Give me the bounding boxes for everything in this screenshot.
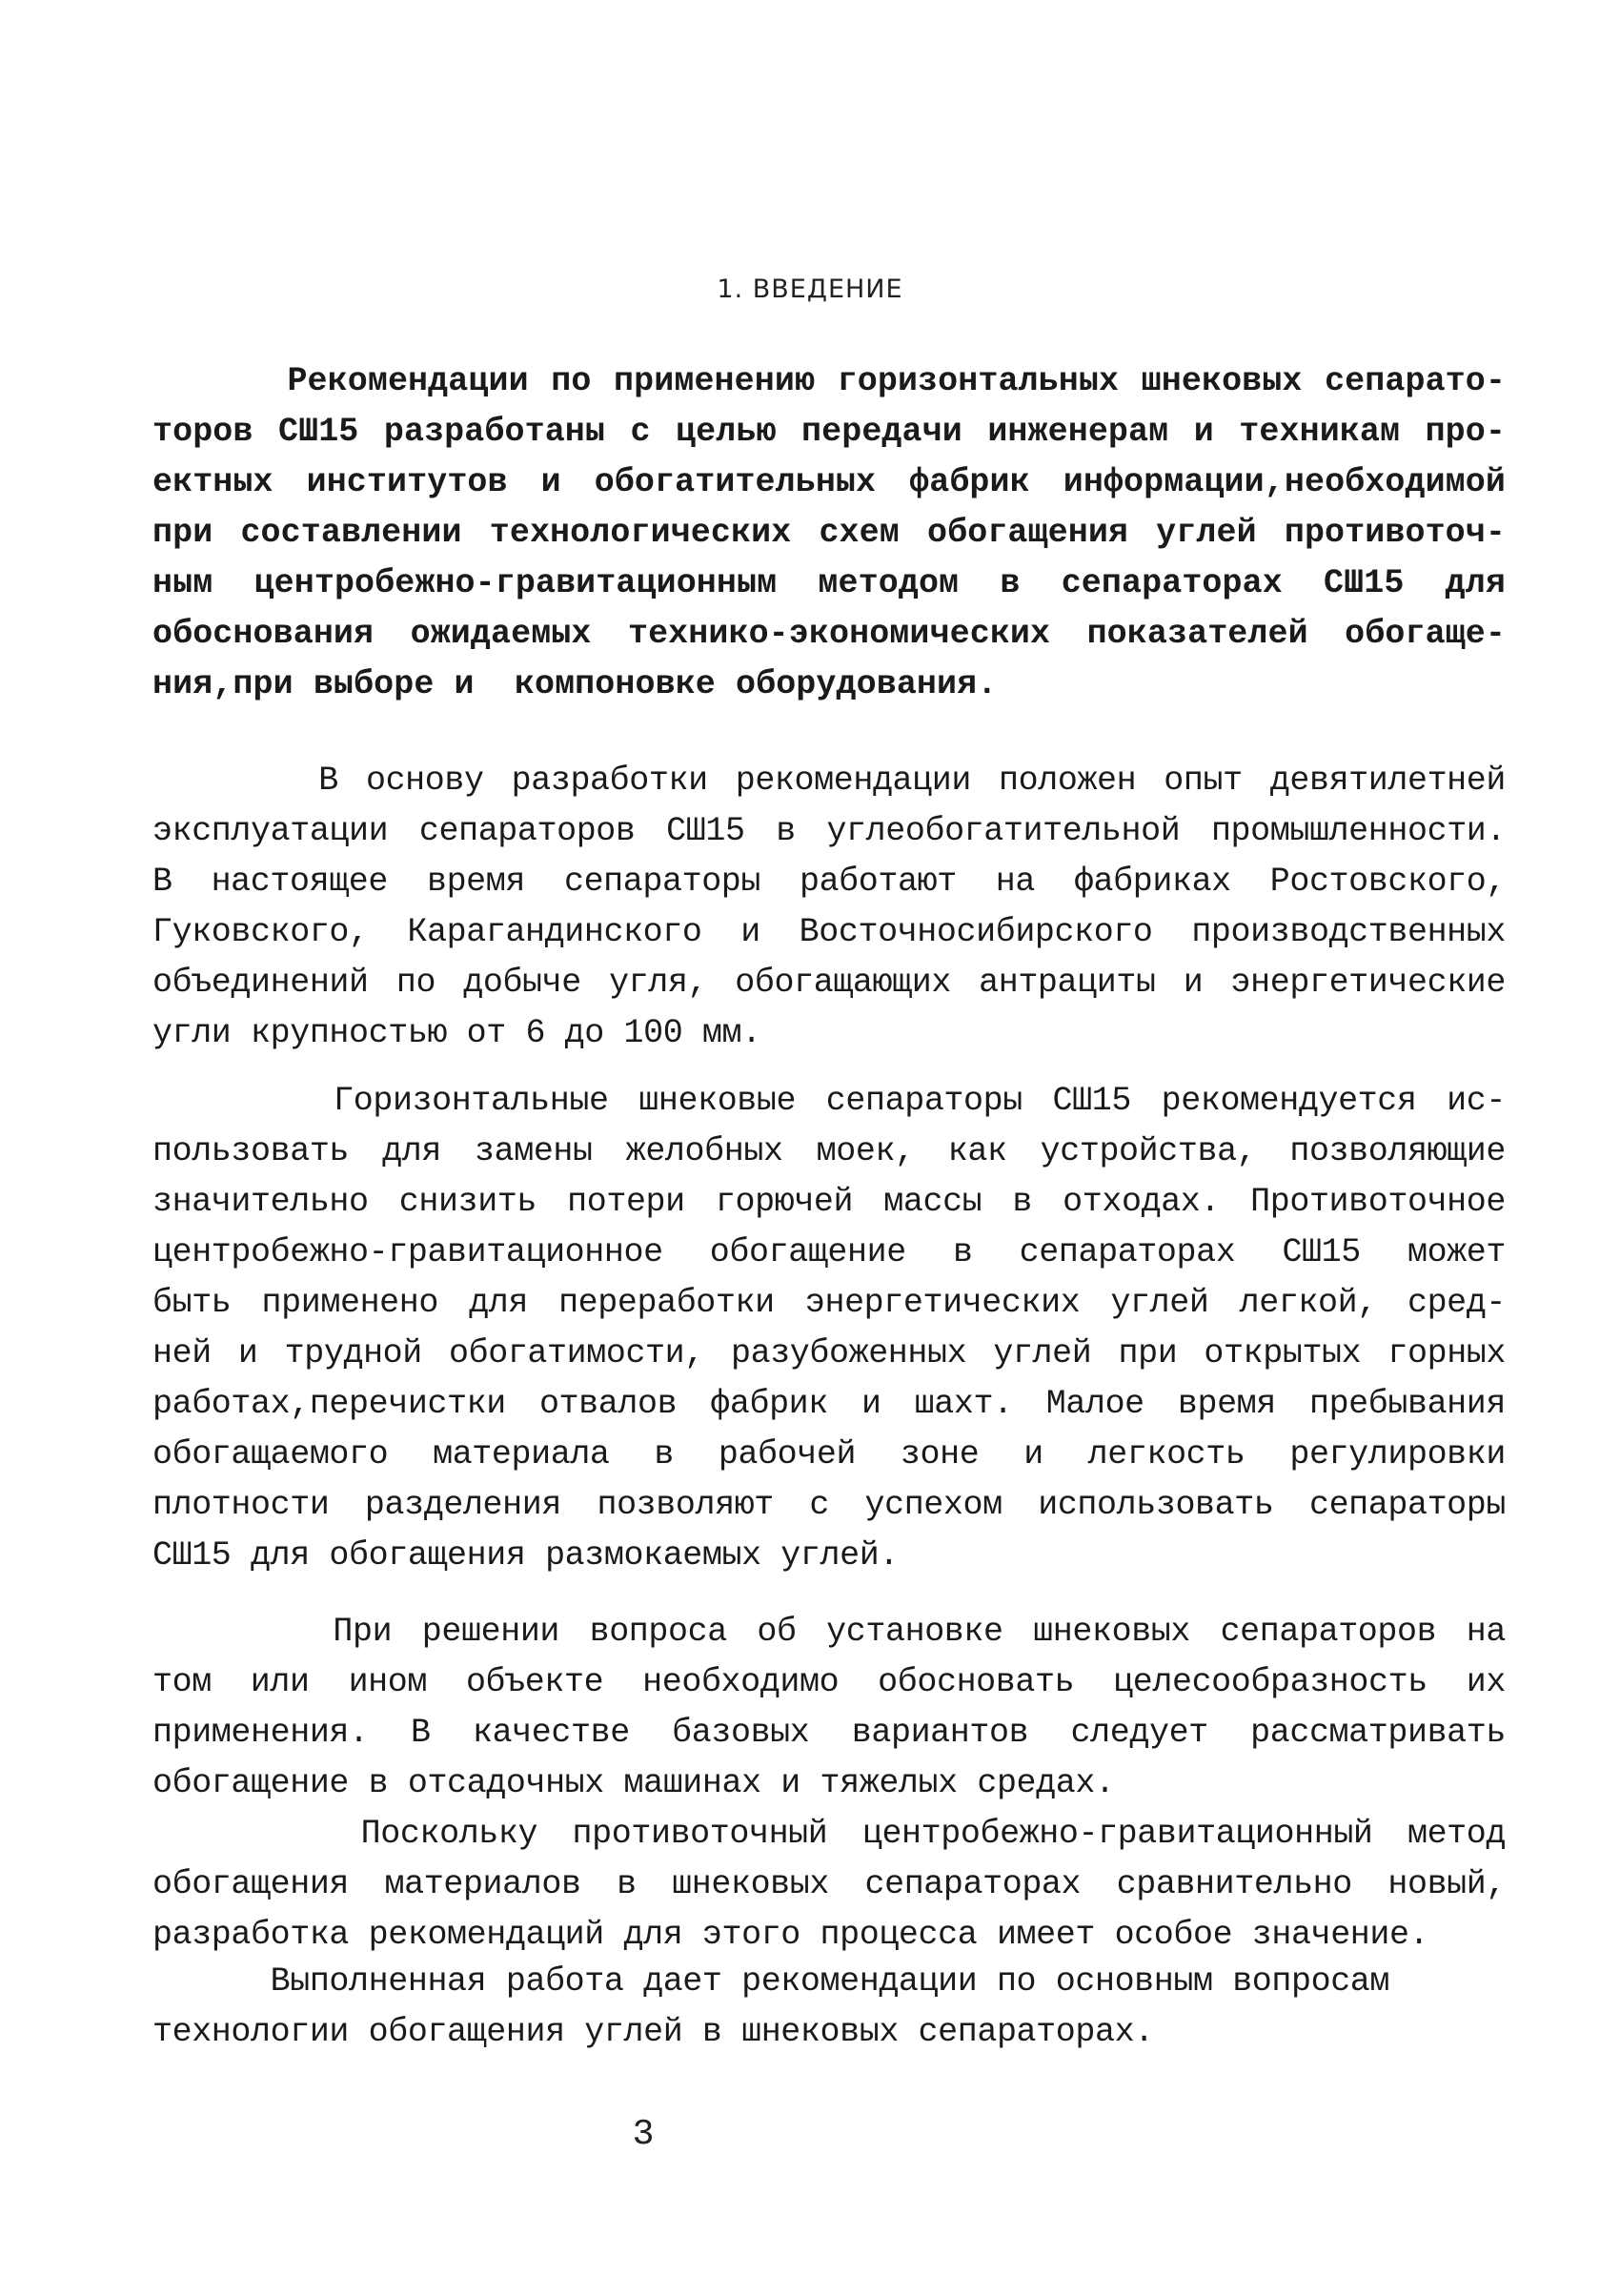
text-line: том или ином объекте необходимо обосновать целесообразность их — [152, 1663, 1506, 1701]
text-line: ным центробежно-гравитационным методом в сепараторах СШ15 для — [152, 564, 1506, 602]
text-line: Рекомендации по применению горизонтальных шнековых сепарато- — [152, 362, 1506, 400]
text-line: ния,при выборе и компоновке оборудования. — [152, 665, 998, 703]
text-line: угли крупностью от 6 до 100 мм. — [152, 1014, 761, 1052]
text-line: СШ15 для обогащения размокаемых углей. — [152, 1536, 899, 1575]
text-line: пользовать для замены желобных моек, как устройства, позволяющие — [152, 1132, 1506, 1170]
paragraph-2 — [152, 756, 1506, 1059]
paragraph-6 — [152, 1957, 1506, 2058]
text-line: технологии обогащения углей в шнековых сепараторах. — [152, 2013, 1154, 2051]
paragraph-4 — [152, 1607, 1506, 1809]
text-line: центробежно-гравитационное обогащение в сепараторах СШ15 может — [152, 1233, 1506, 1271]
text-line: объединений по добыче угля, обогащающих антрациты и энергетические — [152, 964, 1506, 1002]
text-line: Выполненная работа дает рекомендации по основным вопросам — [152, 1962, 1390, 2001]
text-line: торов СШ15 разработаны с целью передачи инженерам и техникам про- — [152, 413, 1506, 451]
text-line: значительно снизить потери горючей массы в отходах. Противоточное — [152, 1183, 1506, 1221]
text-line: ектных институтов и обогатительных фабрик информации,необходимой — [152, 463, 1506, 501]
text-line: Гуковского, Карагандинского и Восточносибирского производственных — [152, 913, 1506, 951]
text-line: ней и трудной обогатимости, разубоженных углей при открытых горных — [152, 1334, 1506, 1372]
text-line: Поскольку противоточный центробежно-гравитационный метод — [152, 1815, 1506, 1853]
paragraph-3 — [152, 1076, 1506, 1581]
text-line: В основу разработки рекомендации положен опыт девятилетней — [152, 762, 1506, 800]
text-line: обогащение в отсадочных машинах и тяжелых средах. — [152, 1764, 1115, 1802]
text-line: эксплуатации сепараторов СШ15 в углеобогатительной промышленности. — [152, 812, 1506, 850]
text-line: обогащения материалов в шнековых сепараторах сравнительно новый, — [152, 1865, 1506, 1903]
paragraph-1 — [152, 356, 1506, 710]
text-line: Горизонтальные шнековые сепараторы СШ15 рекомендуется ис- — [152, 1082, 1506, 1120]
text-line: работах,перечистки отвалов фабрик и шахт. Малое время пребывания — [152, 1385, 1506, 1423]
text-line: применения. В качестве базовых вариантов следует рассматривать — [152, 1714, 1506, 1752]
text-line: При решении вопроса об установке шнековых сепараторов на — [152, 1613, 1506, 1651]
page-number: 3 — [632, 2114, 655, 2155]
paragraph-5 — [152, 1809, 1506, 1961]
text-line: плотности разделения позволяют с успехом использовать сепараторы — [152, 1486, 1506, 1524]
text-line: В настоящее время сепараторы работают на фабриках Ростовского, — [152, 863, 1506, 901]
text-line: обогащаемого материала в рабочей зоне и легкость регулировки — [152, 1435, 1506, 1473]
section-heading: 1. ВВЕДЕНИЕ — [717, 274, 903, 304]
text-line: при составлении технологических схем обогащения углей противоточ- — [152, 514, 1506, 552]
text-line: разработка рекомендаций для этого процесса имеет особое значение. — [152, 1916, 1429, 1954]
text-line: быть применено для переработки энергетических углей легкой, сред- — [152, 1284, 1506, 1322]
text-line: обоснования ожидаемых технико-экономических показателей обогаще- — [152, 615, 1506, 653]
